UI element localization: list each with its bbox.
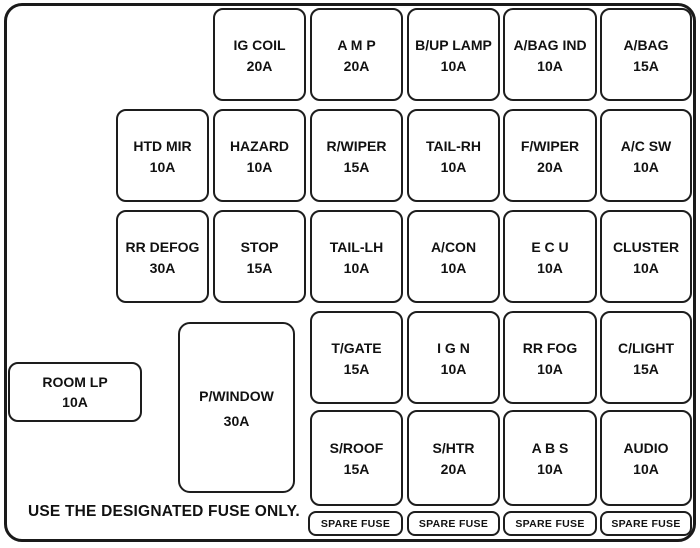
fuse-label: A M P — [337, 36, 376, 53]
fuse-box — [310, 210, 403, 303]
fuse-amps: 10A — [440, 57, 467, 74]
fuse-box — [213, 8, 306, 101]
fuse-box — [116, 109, 209, 202]
fuse-amps: 15A — [633, 57, 659, 74]
spare-fuse-label: SPARE FUSE — [418, 517, 489, 530]
fuse-amps: 10A — [537, 259, 563, 276]
spare-fuse-label: SPARE FUSE — [320, 517, 391, 530]
fuse-label: R/WIPER — [326, 137, 387, 154]
fuse-label: T/GATE — [331, 339, 382, 356]
fuse-box — [503, 109, 597, 202]
spare-fuse-box — [407, 511, 500, 536]
fuse-label: A/BAG — [623, 36, 669, 53]
fuse-box — [600, 8, 692, 101]
fuse-amps: 10A — [440, 360, 467, 377]
fuse-box — [178, 322, 295, 493]
fuse-amps: 30A — [223, 412, 250, 429]
fuse-amps: 20A — [343, 57, 370, 74]
fuse-box — [310, 8, 403, 101]
fuse-box — [600, 311, 692, 404]
fuse-box — [8, 362, 142, 422]
fuse-box — [407, 210, 500, 303]
fuse-label: P/WINDOW — [199, 387, 274, 404]
fuse-label: S/HTR — [432, 440, 475, 456]
fuse-amps: 10A — [440, 158, 467, 175]
fuse-amps: 20A — [440, 461, 467, 477]
spare-fuse-box — [308, 511, 403, 536]
fuse-amps: 15A — [343, 158, 370, 175]
fuse-label: F/WIPER — [520, 137, 580, 154]
fuse-amps: 15A — [246, 259, 273, 276]
spare-fuse-box — [600, 511, 692, 536]
fuse-amps: 10A — [246, 158, 273, 175]
fuse-box — [310, 109, 403, 202]
fuse-amps: 10A — [440, 259, 467, 276]
fuse-box — [600, 210, 692, 303]
fuse-amps: 15A — [633, 360, 659, 377]
fuse-box — [116, 210, 209, 303]
fuse-box — [600, 410, 692, 506]
fuse-label: RR FOG — [522, 339, 578, 356]
fuse-amps: 10A — [633, 158, 659, 175]
fuse-box — [600, 109, 692, 202]
fuse-label: E C U — [531, 238, 569, 255]
fuse-amps: 20A — [246, 57, 273, 74]
fuse-box — [503, 311, 597, 404]
fuse-amps: 10A — [537, 360, 563, 377]
fuse-label: HAZARD — [229, 137, 290, 154]
fuse-box — [310, 311, 403, 404]
fuse-label: TAIL-LH — [329, 238, 384, 255]
fuse-amps: 15A — [343, 360, 370, 377]
fuse-label: A/BAG IND — [513, 36, 587, 53]
fuse-label: A/C SW — [620, 137, 672, 154]
fuse-label: IG COIL — [233, 36, 286, 53]
fuse-label: RR DEFOG — [125, 238, 200, 255]
fuse-label: ROOM LP — [42, 374, 108, 390]
fuse-amps: 10A — [633, 259, 659, 276]
fuse-label: TAIL-RH — [426, 137, 481, 154]
fuse-box — [407, 311, 500, 404]
fuse-label: HTD MIR — [133, 137, 192, 154]
fuse-label: CLUSTER — [612, 238, 680, 255]
fuse-box — [503, 410, 597, 506]
fuse-box — [213, 109, 306, 202]
fuse-label: I G N — [437, 339, 470, 356]
fuse-amps: 10A — [343, 259, 370, 276]
fuse-amps: 10A — [633, 461, 659, 477]
footer-note: USE THE DESIGNATED FUSE ONLY. — [28, 503, 300, 520]
spare-fuse-label: SPARE FUSE — [515, 517, 585, 530]
fuse-box — [213, 210, 306, 303]
fuse-label: A B S — [531, 440, 569, 456]
fuse-amps: 10A — [149, 158, 176, 175]
fuse-box — [407, 410, 500, 506]
fuse-box — [503, 210, 597, 303]
fuse-amps: 20A — [537, 158, 563, 175]
fuse-amps: 10A — [62, 394, 88, 410]
fuse-label: S/ROOF — [329, 440, 384, 456]
fuse-label: AUDIO — [623, 440, 669, 456]
fuse-box — [503, 8, 597, 101]
fuse-label: C/LIGHT — [618, 339, 674, 356]
fuse-amps: 30A — [149, 259, 176, 276]
spare-fuse-box — [503, 511, 597, 536]
fuse-box — [407, 8, 500, 101]
fuse-amps: 10A — [537, 461, 563, 477]
fuse-amps: 10A — [537, 57, 563, 74]
fuse-amps: 15A — [343, 461, 370, 477]
fuse-label: A/CON — [430, 238, 477, 255]
fuse-box — [407, 109, 500, 202]
spare-fuse-label: SPARE FUSE — [611, 517, 681, 530]
fuse-label: B/UP LAMP — [415, 36, 492, 53]
fuse-label: STOP — [240, 238, 279, 255]
fuse-box — [310, 410, 403, 506]
